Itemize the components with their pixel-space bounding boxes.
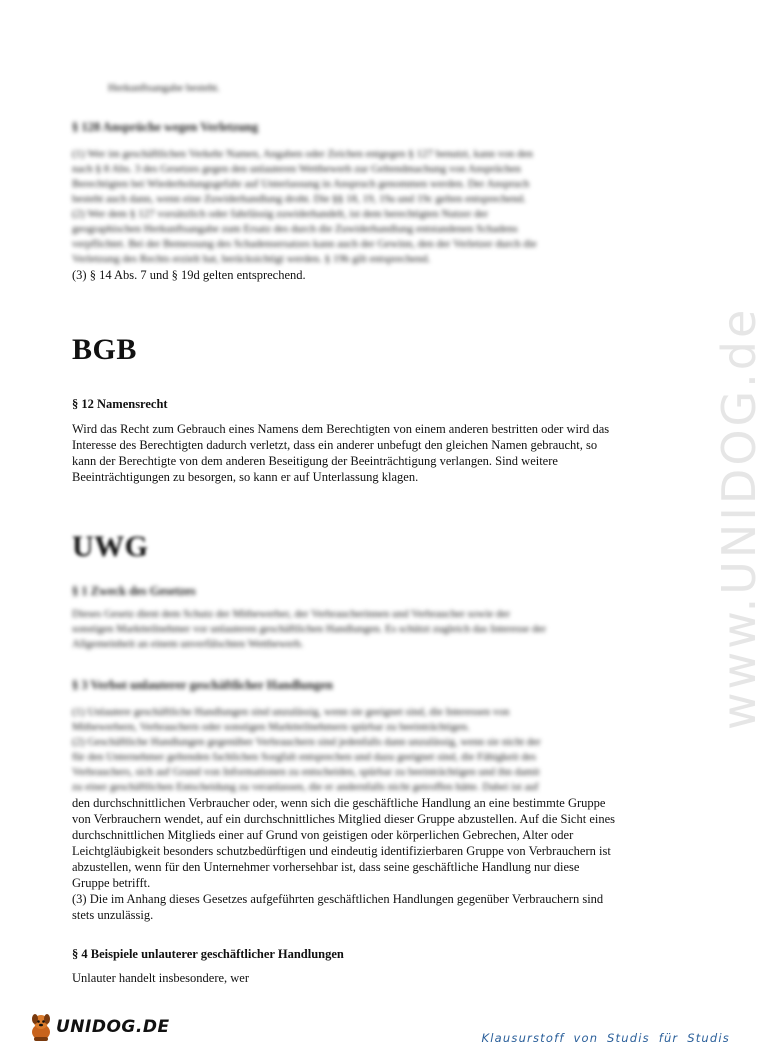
section-1-line: sonstigen Marktteilnehmer vor unlauteren geschäftlichen Handlungen. Es schützt zugleich das Interesse der xyxy=(72,623,547,635)
section-3-line: (1) Unlautere geschäftliche Handlungen sind unzulässig, wenn sie geeignet sind, die Interessen von xyxy=(72,706,510,718)
section-1-title: § 1 Zweck des Gesetzes xyxy=(72,584,196,598)
section-12-line: Wird das Recht zum Gebrauch eines Namens dem Berechtigten von einem anderen bestritten oder wird das xyxy=(72,422,610,436)
footer-tagline: Klausurstoff von Studis für Studis xyxy=(481,1031,730,1045)
dog-mascot-icon xyxy=(28,1012,54,1042)
section-3-visible-text xyxy=(72,795,672,923)
section-3-line: von Verbrauchern wendet, auf ein durchschnittliches Mitglied dieser Gruppe abzustellen. Auf die Sicht eines xyxy=(72,812,616,826)
uwg-block xyxy=(72,530,672,652)
watermark-text: www.UNIDOG.de xyxy=(712,306,766,730)
unidog-logo[interactable] xyxy=(28,1012,170,1042)
section-3-line: (2) Geschäftliche Handlungen gegenüber Verbrauchern sind jedenfalls dann unzulässig, wenn sie nicht der xyxy=(72,736,541,748)
section-3-line: durchschnittlichen Mitglieds einer auf Grund von geistigen oder körperlichen Gebrechen, Alter oder xyxy=(72,828,574,842)
section-3-title: § 3 Verbot unlauterer geschäftlicher Handlungen xyxy=(72,678,333,692)
section-12-text xyxy=(72,421,672,485)
section-3-line: Mitbewerbern, Verbrauchern oder sonstigen Marktteilnehmern spürbar zu beeinträchtigen. xyxy=(72,721,470,733)
section-128-line: Verletzung des Rechts erzielt hat, berücksichtigt werden. § 19b gilt entsprechend. xyxy=(72,253,431,265)
section-3-line: (3) Die im Anhang dieses Gesetzes aufgeführten geschäftlichen Handlungen gegenüber Verbrauchern sind xyxy=(72,892,604,906)
section-3-line: Gruppe betrifft. xyxy=(72,876,151,890)
top-fragment-line: Herkunftsangabe besteht. xyxy=(108,82,220,94)
bgb-block xyxy=(72,333,672,485)
section-1-line: Dieses Gesetz dient dem Schutz der Mitbewerber, der Verbraucherinnen und Verbraucher sowie der xyxy=(72,608,511,620)
section-3-block xyxy=(72,678,672,923)
section-4-block xyxy=(72,947,672,986)
section-3-line: Verbrauchers, sich auf Grund von Informationen zu entscheiden, spürbar zu beeinträchtigen und ihn damit xyxy=(72,766,540,778)
section-128-visible-line: (3) § 14 Abs. 7 und § 19d gelten entsprechend. xyxy=(72,268,306,282)
section-12-line: Beeinträchtigungen zu besorgen, so kann er auf Unterlassung klagen. xyxy=(72,470,419,484)
section-128-blurred-text xyxy=(72,147,672,267)
section-4-line: Unlauter handelt insbesondere, wer xyxy=(72,971,250,985)
section-1-line: Allgemeinheit an einem unverfälschten Wettbewerb. xyxy=(72,638,304,650)
section-4-title: § 4 Beispiele unlauterer geschäftlicher Handlungen xyxy=(72,947,344,961)
section-128-line: (2) Wer dem § 127 vorsätzlich oder fahrlässig zuwiderhandelt, ist dem berechtigten Nutzer der xyxy=(72,208,489,220)
brand-wordmark: UNIDOG.DE xyxy=(56,1017,170,1037)
top-fragment-block xyxy=(108,70,668,107)
section-1-text xyxy=(72,607,672,652)
section-128-line: verpflichtet. Bei der Bemessung des Schadensersatzes kann auch der Gewinn, den der Verletzer durch die xyxy=(72,238,537,250)
section-128-line: besteht auch dann, wenn eine Zuwiderhandlung droht. Die §§ 18, 19, 19a und 19c gelten entsprechend. xyxy=(72,193,526,205)
section-3-line: den durchschnittlichen Verbraucher oder, wenn sich die geschäftliche Handlung an eine bestimmte Gruppe xyxy=(72,796,606,810)
section-12-line: Interesse des Berechtigten dadurch verletzt, dass ein anderer unbefugt den gleichen Namen gebraucht, so xyxy=(72,438,598,452)
section-3-line: für den Unternehmer geltenden fachlichen Sorgfalt entsprechen und dazu geeignet sind, die Fähigkeit des xyxy=(72,751,537,763)
section-128-line: (1) Wer im geschäftlichen Verkehr Namen, Angaben oder Zeichen entgegen § 127 benutzt, kann von den xyxy=(72,148,533,160)
bgb-heading: BGB xyxy=(72,333,137,366)
section-3-line: zu einer geschäftlichen Entscheidung zu veranlassen, die er andernfalls nicht getroffen hätte. Dabei ist auf xyxy=(72,781,539,793)
uwg-heading: UWG xyxy=(72,530,149,563)
section-3-line: Leichtgläubigkeit besonders schutzbedürftigen und eindeutig identifizierbaren Gruppe von Verbrauchern ist xyxy=(72,844,611,858)
section-3-line: abzustellen, wenn für den Unternehmer vorhersehbar ist, dass seine geschäftliche Handlung nur diese xyxy=(72,860,580,874)
section-128-title: § 128 Ansprüche wegen Verletzung xyxy=(72,120,259,134)
section-128-line: geographischen Herkunftsangabe zum Ersatz des durch die Zuwiderhandlung entstandenen Schadens xyxy=(72,223,518,235)
section-12-title: § 12 Namensrecht xyxy=(72,397,168,411)
section-3-blurred-text xyxy=(72,705,672,795)
section-128-line: nach § 8 Abs. 3 des Gesetzes gegen den unlauteren Wettbewerb zur Geltendmachung von Ansprüchen xyxy=(72,163,521,175)
section-128-line: Berechtigten bei Wiederholungsgefahr auf Unterlassung in Anspruch genommen werden. Der Anspruch xyxy=(72,178,530,190)
section-128-block xyxy=(72,120,672,283)
section-3-line: stets unzulässig. xyxy=(72,908,154,922)
section-12-line: kann der Berechtigte von dem anderen Beseitigung der Beeinträchtigung verlangen. Sind weitere xyxy=(72,454,558,468)
